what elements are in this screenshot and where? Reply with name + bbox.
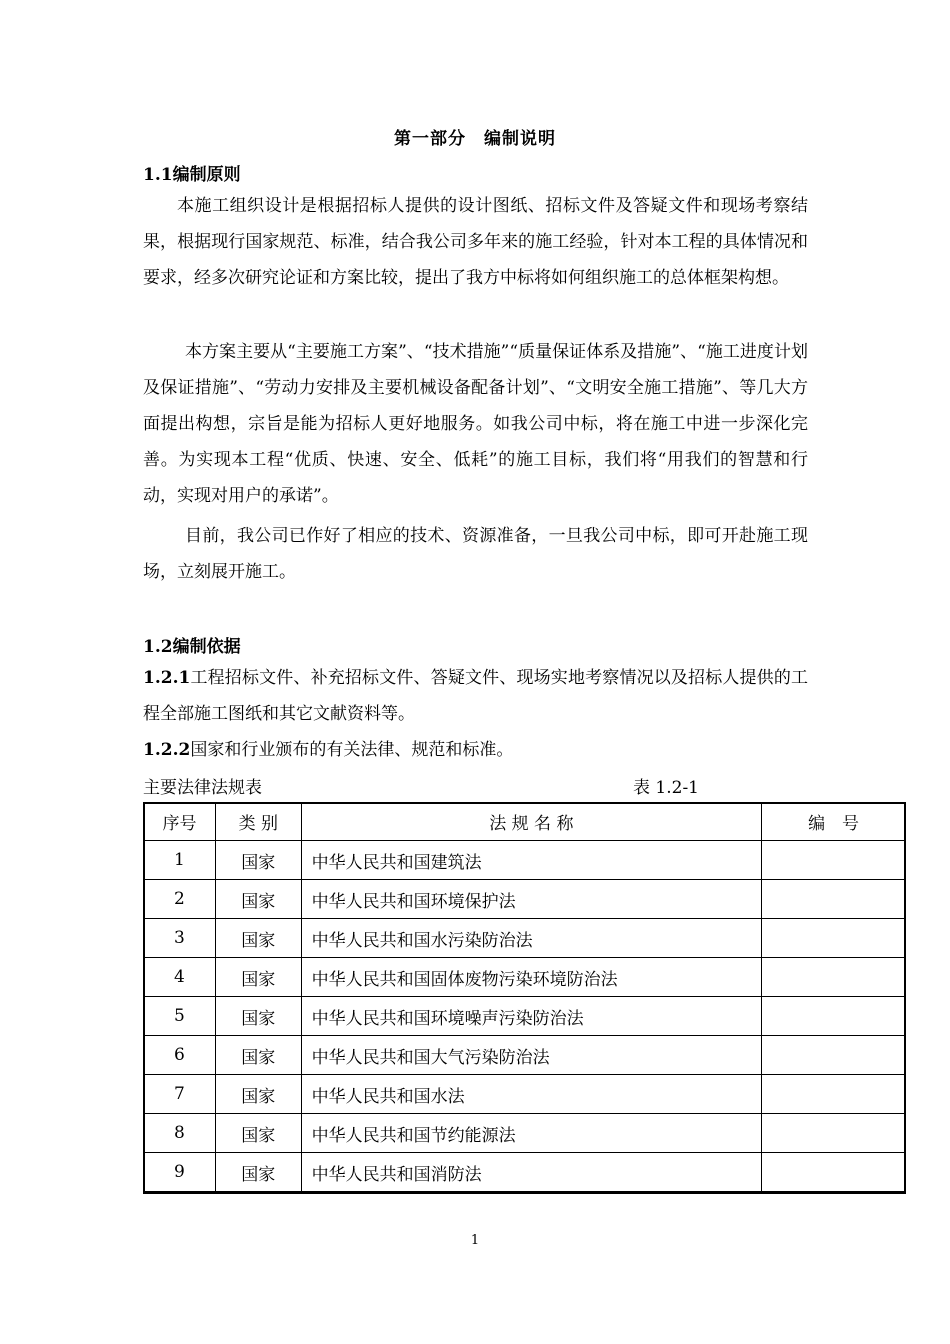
basis-item-2-text: 国家和行业颁布的有关法律、规范和标准。	[190, 740, 514, 760]
cell-code	[762, 919, 906, 958]
cell-name: 中华人民共和国消防法	[301, 1153, 762, 1192]
header-no: 序号	[144, 803, 216, 841]
table-number: 表 1.2-1	[633, 778, 699, 798]
header-type: 类 别	[215, 803, 301, 841]
cell-type: 国家	[215, 1114, 301, 1153]
basis-item-2-number: 1.2.2	[143, 740, 191, 760]
page-number: 1	[470, 1233, 480, 1248]
cell-type: 国家	[215, 841, 301, 880]
cell-code	[762, 997, 906, 1036]
cell-code	[762, 1036, 906, 1075]
section-heading-1-2: 1.2编制依据	[143, 637, 241, 657]
section-heading-1-1: 1.1编制原则	[143, 165, 241, 185]
header-code: 编 号	[762, 803, 906, 841]
basis-item-1	[143, 660, 808, 732]
header-name: 法 规 名 称	[301, 803, 762, 841]
basis-item-1-text: 工程招标文件、补充招标文件、答疑文件、现场实地考察情况以及招标人提供的工程全部施工图纸和其它文献资料等。	[143, 668, 808, 724]
paragraph-principle: 本施工组织设计是根据招标人提供的设计图纸、招标文件及答疑文件和现场考察结果，根据现行国家规范、标准，结合我公司多年来的施工经验，针对本工程的具体情况和要求，经多次研究论证和方案比较，提出了我方中标将如何组织施工的总体框架构想。	[143, 196, 808, 288]
basis-item-1-number: 1.2.1	[143, 668, 191, 688]
page-title: 第一部分 编制说明	[394, 129, 556, 149]
table-row	[144, 997, 906, 1036]
table-row	[144, 841, 906, 880]
cell-type: 国家	[215, 919, 301, 958]
cell-type: 国家	[215, 1036, 301, 1075]
table-row	[144, 919, 906, 958]
cell-no: 7	[144, 1075, 216, 1114]
cell-type: 国家	[215, 1153, 301, 1192]
cell-name: 中华人民共和国固体废物污染环境防治法	[301, 958, 762, 997]
paragraph-scheme: 本方案主要从“主要施工方案”、“技术措施”“质量保证体系及措施”、“施工进度计划及保证措施”、“劳动力安排及主要机械设备配备计划”、“文明安全施工措施”、等几大方面提出构想，宗旨是能为招标人更好地服务。如我公司中标，将在施工中进一步深化完善。为实现本工程“优质、快速、安全、低耗”的施工目标，我们将“用我们的智慧和行动，实现对用户的承诺”。	[143, 342, 808, 506]
cell-name: 中华人民共和国环境保护法	[301, 880, 762, 919]
table-row	[144, 880, 906, 919]
cell-no: 9	[144, 1153, 216, 1192]
cell-type: 国家	[215, 1075, 301, 1114]
cell-code	[762, 880, 906, 919]
table-header-row	[144, 803, 906, 841]
cell-name: 中华人民共和国建筑法	[301, 841, 762, 880]
cell-type: 国家	[215, 880, 301, 919]
paragraph-readiness: 目前，我公司已作好了相应的技术、资源准备，一旦我公司中标，即可开赴施工现场，立刻展开施工。	[143, 526, 808, 582]
cell-name: 中华人民共和国水法	[301, 1075, 762, 1114]
cell-no: 5	[144, 997, 216, 1036]
cell-type: 国家	[215, 958, 301, 997]
cell-code	[762, 1153, 906, 1192]
cell-no: 4	[144, 958, 216, 997]
cell-name: 中华人民共和国水污染防治法	[301, 919, 762, 958]
table-row	[144, 1153, 906, 1192]
table-row	[144, 1114, 906, 1153]
laws-table	[143, 802, 906, 1192]
cell-type: 国家	[215, 997, 301, 1036]
cell-name: 中华人民共和国大气污染防治法	[301, 1036, 762, 1075]
cell-no: 3	[144, 919, 216, 958]
table-row	[144, 1075, 906, 1114]
cell-name: 中华人民共和国环境噪声污染防治法	[301, 997, 762, 1036]
basis-item-2	[143, 732, 808, 768]
table-caption: 主要法律法规表	[143, 778, 262, 798]
cell-code	[762, 1075, 906, 1114]
cell-no: 6	[144, 1036, 216, 1075]
cell-no: 2	[144, 880, 216, 919]
cell-code	[762, 958, 906, 997]
cell-code	[762, 1114, 906, 1153]
table-row	[144, 1036, 906, 1075]
cell-no: 1	[144, 841, 216, 880]
table-row	[144, 958, 906, 997]
cell-no: 8	[144, 1114, 216, 1153]
cell-code	[762, 841, 906, 880]
cell-name: 中华人民共和国节约能源法	[301, 1114, 762, 1153]
